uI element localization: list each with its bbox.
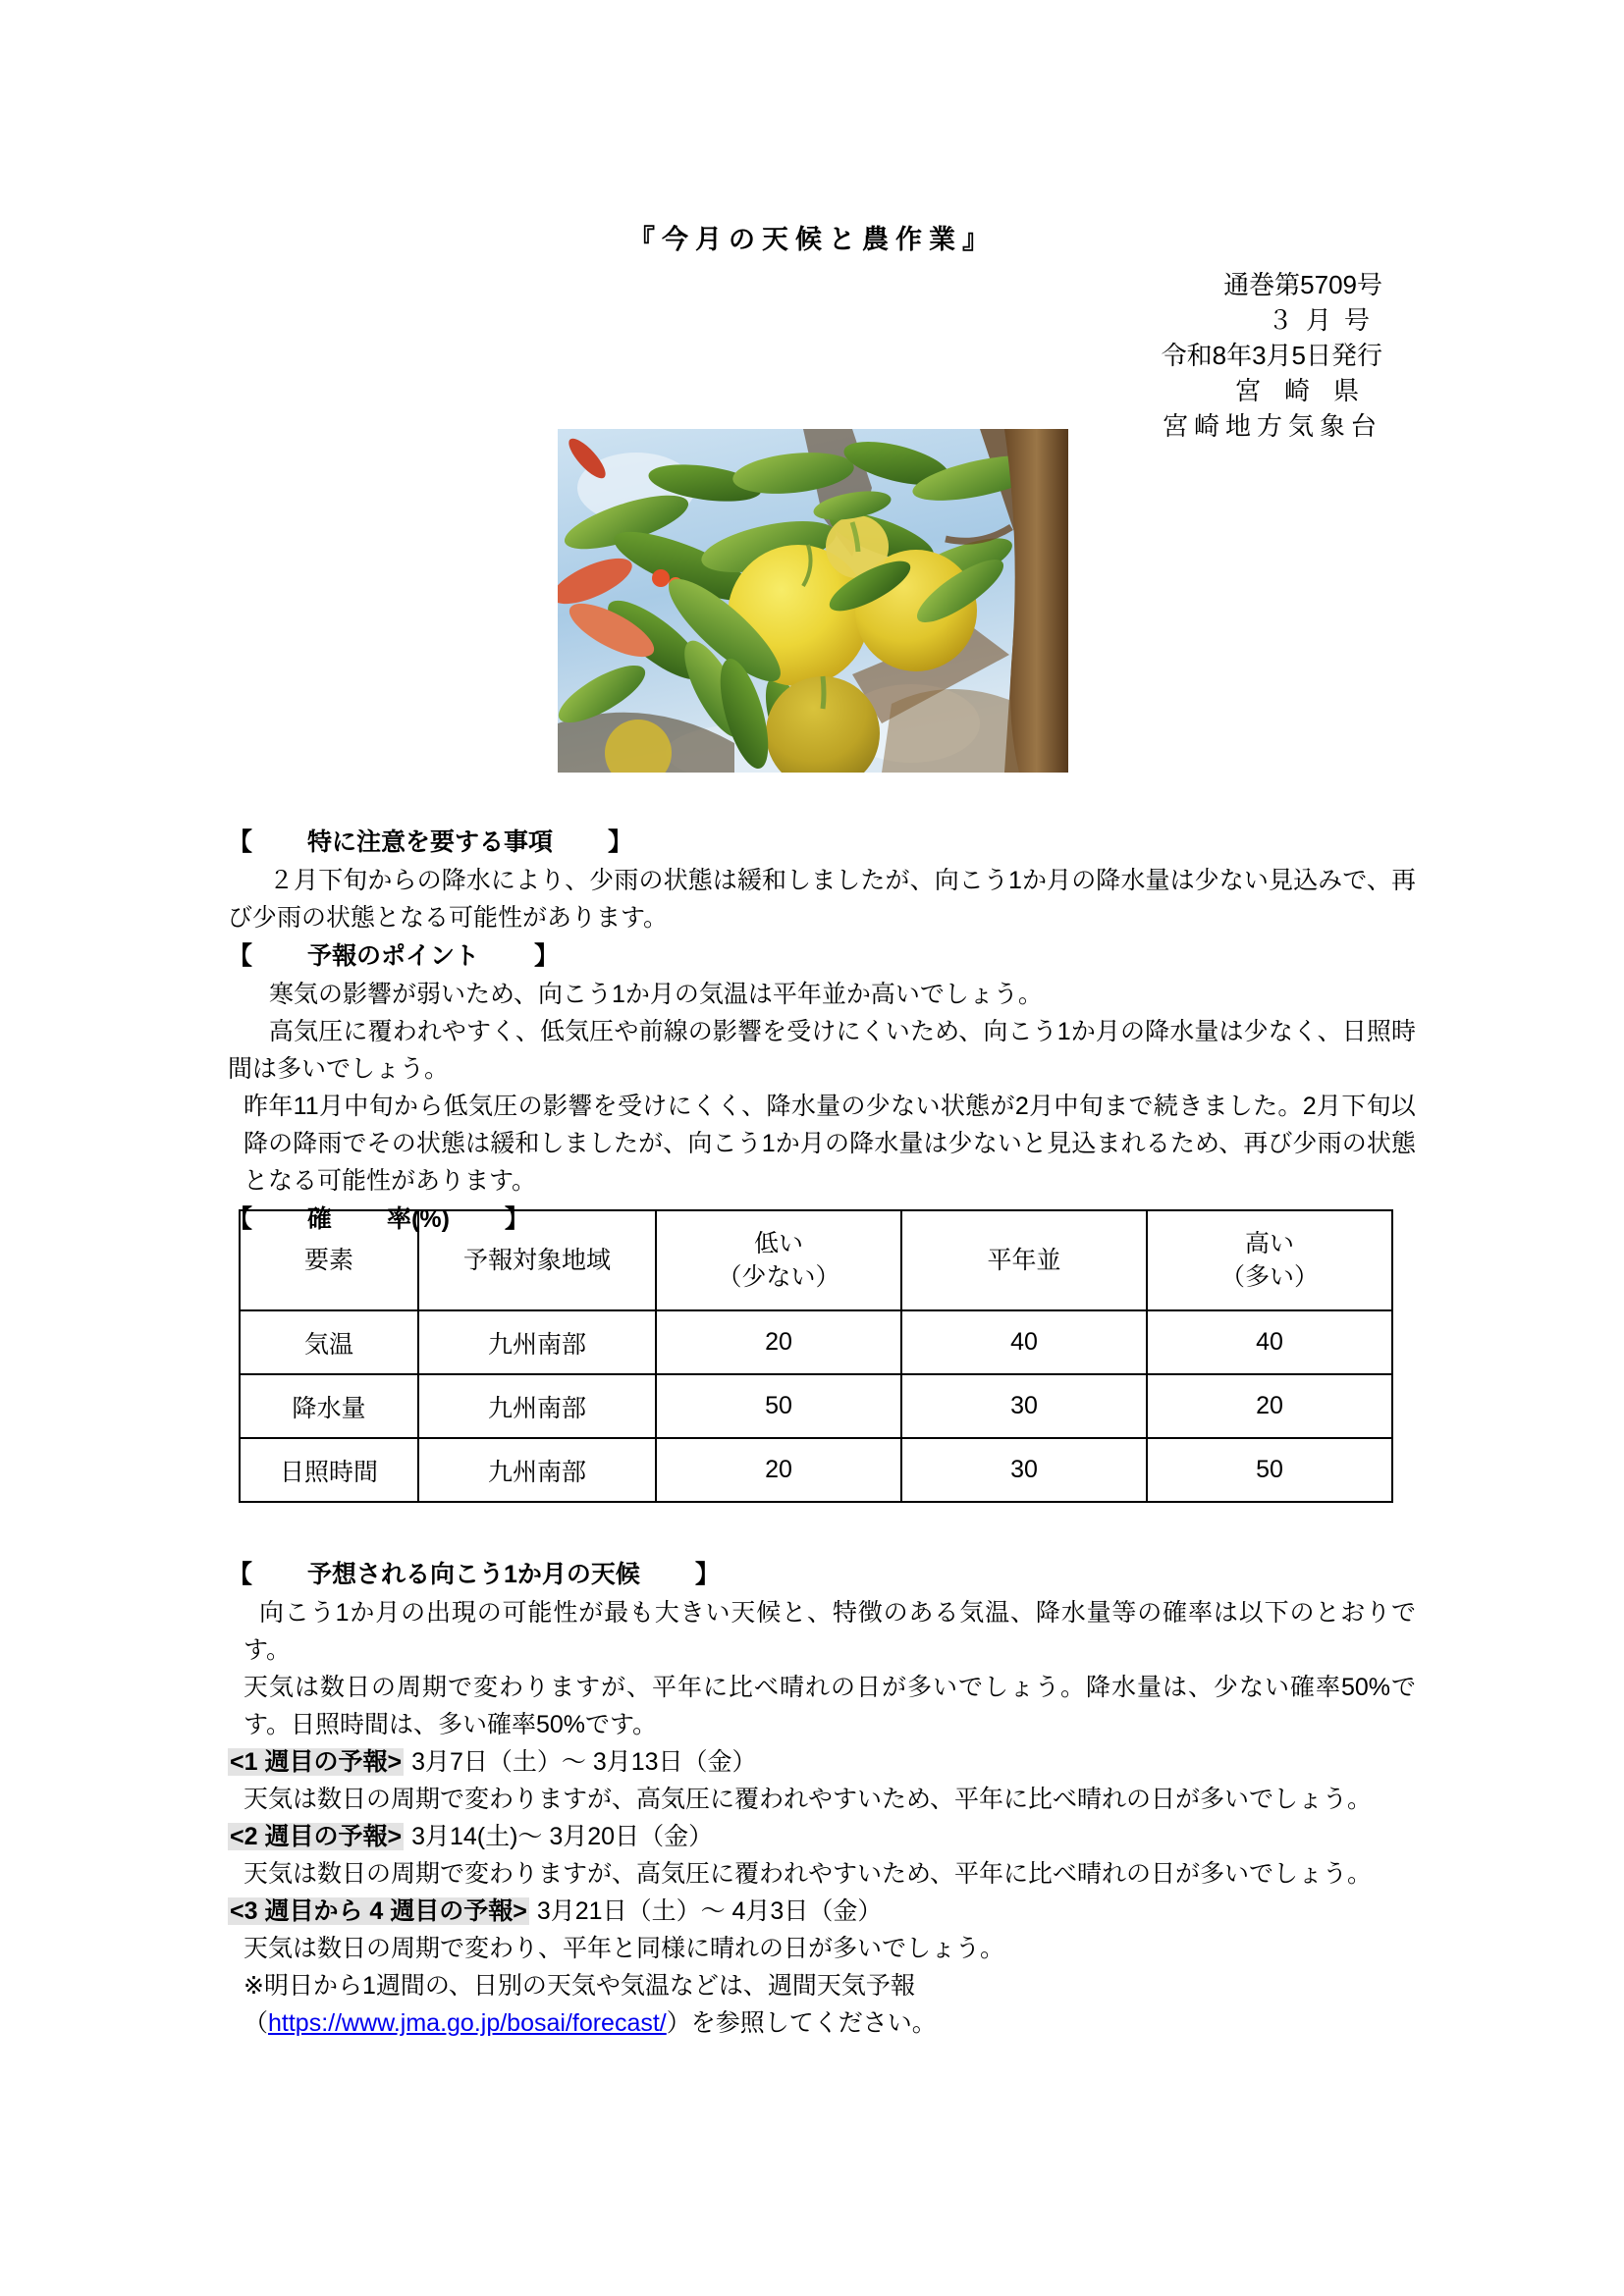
issue-month: ３月号 xyxy=(1267,305,1382,335)
week-2-heading xyxy=(228,1818,1416,1855)
cell-normal: 30 xyxy=(901,1438,1147,1502)
bracket-open: 【 xyxy=(228,1205,253,1233)
cell-area: 九州南部 xyxy=(418,1438,656,1502)
section-heading-outlook-label: 予想される向こう1か月の天候 xyxy=(307,1561,640,1588)
week-1-period: 3月7日（土）～ 3月13日（金） xyxy=(411,1748,757,1776)
bracket-close: 】 xyxy=(504,1205,529,1233)
jma-forecast-link[interactable]: https://www.jma.go.jp/bosai/forecast/ xyxy=(268,2009,667,2037)
cell-element: 気温 xyxy=(240,1310,418,1374)
cell-area: 九州南部 xyxy=(418,1374,656,1438)
issue-office: 宮崎地方気象台 xyxy=(1162,411,1382,441)
probability-table-body xyxy=(240,1310,1392,1502)
note-suffix: ）を参照してください。 xyxy=(666,2009,937,2037)
cell-normal: 30 xyxy=(901,1374,1147,1438)
section-heading-probability-label: 確 xyxy=(307,1205,333,1233)
section-heading-points-label: 予報のポイント xyxy=(307,942,480,970)
week-1-label: <1 週目の予報> xyxy=(230,1748,403,1776)
column-header-area: 予報対象地域 xyxy=(418,1210,656,1310)
column-header-low xyxy=(656,1210,901,1310)
bracket-close: 】 xyxy=(534,942,560,970)
bracket-open: 【 xyxy=(228,942,253,970)
cell-element: 日照時間 xyxy=(240,1438,418,1502)
issue-published-date: 令和8年3月5日発行 xyxy=(1161,341,1382,370)
cell-low: 50 xyxy=(656,1374,901,1438)
cell-low: 20 xyxy=(656,1310,901,1374)
cell-high: 50 xyxy=(1147,1438,1392,1502)
column-header-normal: 平年並 xyxy=(901,1210,1147,1310)
citrus-photo xyxy=(558,429,1068,773)
section-heading-points xyxy=(228,936,1416,976)
table-header-row xyxy=(240,1210,1392,1310)
cell-element: 降水量 xyxy=(240,1374,418,1438)
probability-table-head xyxy=(240,1210,1392,1310)
column-header-high-line1: 高い xyxy=(1244,1230,1294,1257)
cell-high: 40 xyxy=(1147,1310,1392,1374)
week-2-period: 3月14(土)～ 3月20日（金） xyxy=(411,1823,714,1850)
section-heading-outlook xyxy=(228,1555,1416,1594)
table-row xyxy=(240,1374,1392,1438)
week-2-body: 天気は数日の周期で変わりますが、高気圧に覆われやすいため、平年に比べ晴れの日が多いでしょう。 xyxy=(244,1860,1373,1888)
note-prefix: ※明日から1週間の、日別の天気や気温などは、週間天気予報 xyxy=(244,1972,915,2000)
bracket-open: 【 xyxy=(228,1561,253,1588)
bracket-close: 】 xyxy=(608,828,633,856)
issue-volume: 通巻第5709号 xyxy=(1223,270,1382,299)
section-heading-attention-label: 特に注意を要する事項 xyxy=(307,828,554,856)
column-header-high-line2: （多い） xyxy=(1219,1263,1319,1291)
outlook-paragraph-2: 天気は数日の周期で変わりますが、平年に比べ晴れの日が多いでしょう。降水量は、少ない確率50%です。日照時間は、多い確率50%です。 xyxy=(244,1674,1416,1738)
week-3-4-heading xyxy=(228,1893,1416,1930)
probability-table xyxy=(239,1209,1393,1503)
issue-prefecture: 宮崎県 xyxy=(1234,376,1382,405)
table-row xyxy=(240,1438,1392,1502)
page-title: 『今月の天候と農作業』 xyxy=(628,225,996,254)
week-3-4-label: <3 週目から 4 週目の予報> xyxy=(230,1897,527,1925)
cell-high: 20 xyxy=(1147,1374,1392,1438)
points-paragraph-1: 寒気の影響が弱いため、向こう1か月の気温は平年並か高いでしょう。 xyxy=(269,981,1043,1008)
outlook-paragraph-1: 向こう1か月の出現の可能性が最も大きい天候と、特徴のある気温、降水量等の確率は以下のとおりです。 xyxy=(244,1599,1416,1664)
week-3-4-period: 3月21日（土）～ 4月3日（金） xyxy=(536,1897,883,1925)
section-heading-probability-label2: 率(%) xyxy=(387,1205,450,1233)
issue-info-block xyxy=(1162,267,1382,444)
column-header-low-line1: 低い xyxy=(753,1230,803,1257)
weekly-forecast-url-line xyxy=(228,2004,1416,2042)
points-paragraph-2: 高気圧に覆われやすく、低気圧や前線の影響を受けにくいため、向こう1か月の降水量は少なく、日照時間は多いでしょう。 xyxy=(228,1018,1416,1083)
paren-open: （ xyxy=(244,2009,269,2037)
attention-paragraph: ２月下旬からの降水により、少雨の状態は緩和しましたが、向こう1か月の降水量は少ない見込みで、再び少雨の状態となる可能性があります。 xyxy=(228,867,1416,932)
column-header-high xyxy=(1147,1210,1392,1310)
bracket-open: 【 xyxy=(228,828,253,856)
week-1-heading xyxy=(228,1743,1416,1781)
bracket-close: 】 xyxy=(694,1561,720,1588)
week-2-label: <2 週目の予報> xyxy=(230,1823,403,1850)
week-3-4-body: 天気は数日の周期で変わり、平年と同様に晴れの日が多いでしょう。 xyxy=(244,1935,1005,1962)
cell-low: 20 xyxy=(656,1438,901,1502)
table-row xyxy=(240,1310,1392,1374)
citrus-photo-illustration xyxy=(558,429,1068,773)
section-heading-attention xyxy=(228,823,1416,862)
points-paragraph-3: 昨年11月中旬から低気圧の影響を受けにくく、降水量の少ない状態が2月中旬まで続きました。2月下旬以降の降雨でその状態は緩和しましたが、向こう1か月の降水量は少ないと見込まれるため、再び少雨の状態となる可能性があります。 xyxy=(244,1093,1416,1195)
cell-normal: 40 xyxy=(901,1310,1147,1374)
column-header-element: 要素 xyxy=(240,1210,418,1310)
cell-area: 九州南部 xyxy=(418,1310,656,1374)
weekly-forecast-note xyxy=(228,1967,1416,2004)
column-header-low-line2: （少ない） xyxy=(717,1263,840,1291)
week-1-body: 天気は数日の周期で変わりますが、高気圧に覆われやすいため、平年に比べ晴れの日が多いでしょう。 xyxy=(244,1786,1373,1813)
